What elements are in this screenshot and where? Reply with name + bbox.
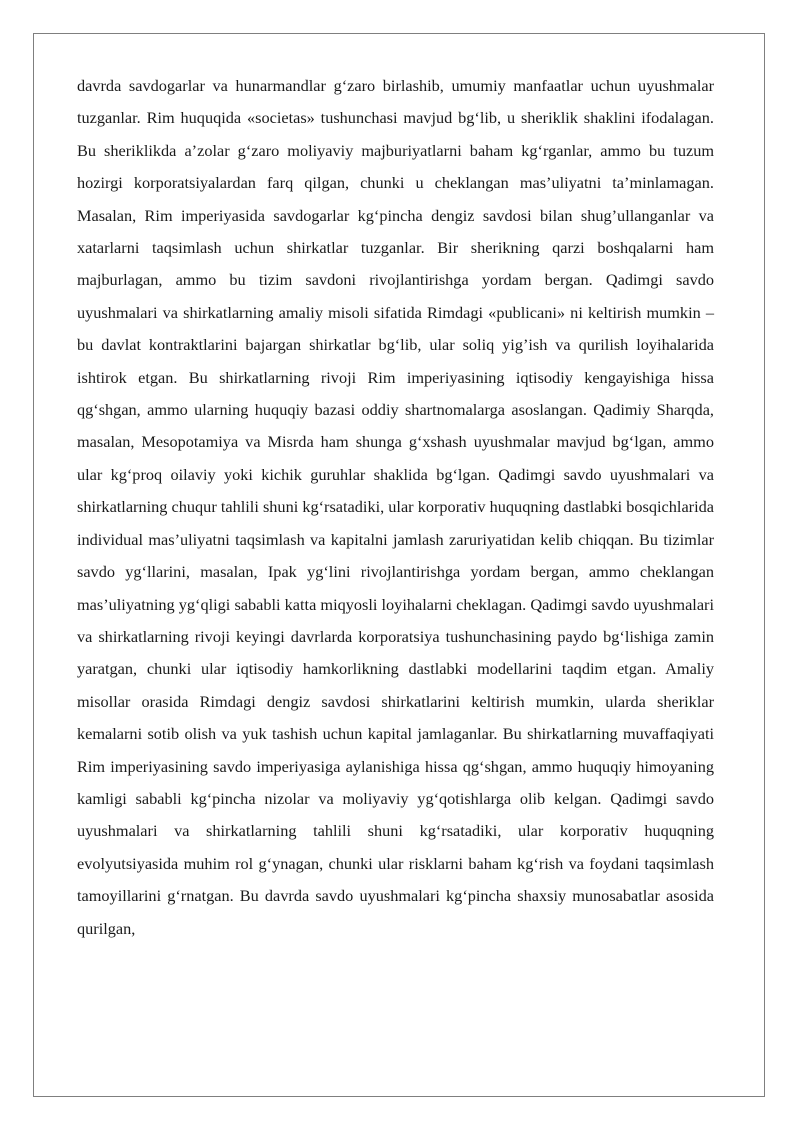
body-paragraph: davrda savdogarlar va hunarmandlar g‘zaro birlashib, umumiy manfaatlar uchun uyushmalar tuzganlar. Rim huquqida «societas» tushunchasi mavjud bg‘lib, u sheriklik shaklini ifodalagan. Bu sheriklikda a’zolar g‘zaro moliyaviy majburiyatlarni baham kg‘rganlar, ammo bu tuzum hozirgi korporatsiyalardan farq qilgan, chunki u cheklangan mas’uliyatni ta’minlamagan. Masalan, Rim imperiyasida savdogarlar kg‘pincha dengiz savdosi bilan shug’ullanganlar va xatarlarni taqsimlash uchun shirkatlar tuzganlar. Bir sherikning qarzi boshqalarni ham majburlagan, ammo bu tizim savdoni rivojlantirishga yordam bergan. Qadimgi savdo uyushmalari va shirkatlarning amaliy misoli sifatida Rimdagi «publicani» ni keltirish mumkin – bu davlat kontraktlarini bajargan shirkatlar bg‘lib, ular soliq yig’ish va qurilish loyihalarida ishtirok etgan. Bu shirkatlarning rivoji Rim imperiyasining iqtisodiy kengayishiga hissa qg‘shgan, ammo ularning huquqiy bazasi oddiy shartnomalarga asoslangan. Qadimiy Sharqda, masalan, Mesopotamiya va Misrda ham shunga g‘xshash uyushmalar mavjud bg‘lgan, ammo ular kg‘proq oilaviy yoki kichik guruhlar shaklida bg‘lgan. Qadimgi savdo uyushmalari va shirkatlarning chuqur tahlili shuni kg‘rsatadiki, ular korporativ huquqning dastlabki bosqichlarida individual mas’uliyatni taqsimlash va kapitalni jamlash zaruriyatidan kelib chiqqan. Bu tizimlar savdo yg‘llarini, masalan, Ipak yg‘lini rivojlantirishga yordam bergan, ammo cheklangan mas’uliyatning yg‘qligi sababli katta miqyosli loyihalarni cheklagan. Qadimgi savdo uyushmalari va shirkatlarning rivoji keyingi davrlarda korporatsiya tushunchasining paydo bg‘lishiga zamin yaratgan, chunki ular iqtisodiy hamkorlikning dastlabki modellarini taqdim etgan. Amaliy misollar orasida Rimdagi dengiz savdosi shirkatlarini keltirish mumkin, ularda sheriklar kemalarni sotib olish va yuk tashish uchun kapital jamlaganlar. Bu shirkatlarning muvaffaqiyati Rim imperiyasining savdo imperiyasiga aylanishiga hissa qg‘shgan, ammo huquqiy himoyaning kamligi sababli kg‘pincha nizolar va moliyaviy yg‘qotishlarga olib kelgan. Qadimgi savdo uyushmalari va shirkatlarning tahlili shuni kg‘rsatadiki, ular korporativ huquqning evolyutsiyasida muhim rol g‘ynagan, chunki ular risklarni baham kg‘rish va foydani taqsimlash tamoyillarini g‘rnatgan. Bu davrda savdo uyushmalari kg‘pincha shaxsiy munosabatlar asosida qurilgan,	[77, 76, 714, 938]
